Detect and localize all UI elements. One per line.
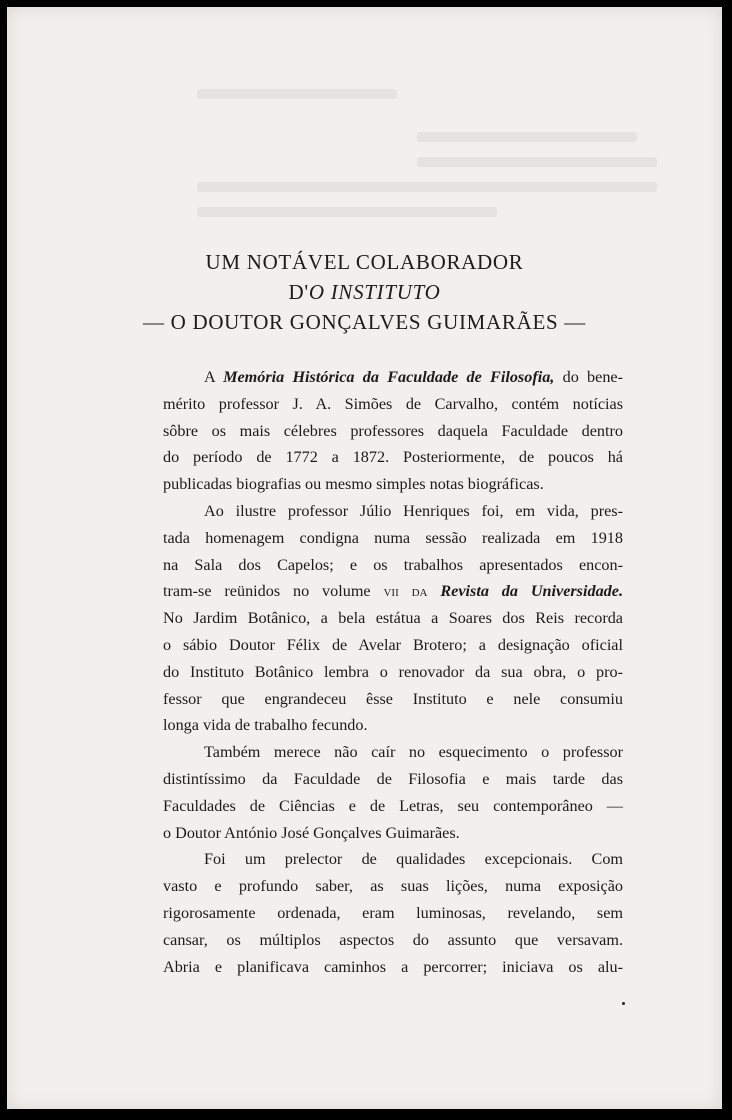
- heading-line-3: — O DOUTOR GONÇALVES GUIMARÃES —: [142, 310, 586, 334]
- paragraph-2-line-5: No Jardim Botânico, a bela estátua a Soares dos Reis recorda: [163, 609, 623, 628]
- paragraph-4-line-5: Abria e planificava caminhos a percorrer; iniciava os alu-: [163, 957, 623, 976]
- paragraph-4-line-1: Foi um prelector de qualidades excepcionais. Com: [204, 850, 623, 869]
- heading-line-2-prefix: D': [288, 280, 309, 304]
- article-heading: [7, 247, 722, 337]
- heading-line-2: [7, 277, 722, 307]
- paragraph-1-line-3: sôbre os mais célebres professores daquela Faculdade dentro: [163, 421, 623, 440]
- paragraph-2-line-2: tada homenagem condigna numa sessão realizada em 1918: [163, 528, 623, 547]
- paragraph-4-line-4: cansar, os múltiplos aspectos do assunto que versavam.: [163, 930, 623, 949]
- heading-line-1: UM NOTÁVEL COLABORADOR: [205, 250, 524, 274]
- paragraph-2-line-3: na Sala dos Capelos; e os trabalhos apresentados encon-: [163, 555, 623, 574]
- paragraph-2-line-7: do Instituto Botânico lembra o renovador da sua obra, o pro-: [163, 662, 623, 681]
- paragraph-1-line-2: mérito professor J. A. Simões de Carvalho, contém notícias: [163, 394, 623, 413]
- article-body: [163, 364, 623, 980]
- page: [7, 7, 722, 1109]
- paragraph-2-line-4: tram-se reünidos no volume vii da Revista da Universidade.: [163, 582, 623, 601]
- paragraph-1-line-5: publicadas biografias ou mesmo simples notas biográficas.: [163, 475, 544, 494]
- paragraph-4-line-2: vasto e profundo saber, as suas lições, numa exposição: [163, 877, 623, 896]
- paragraph-2-line-8: fessor que engrandeceu êsse Instituto e nele consumiu: [163, 689, 623, 708]
- paragraph-2-line-6: o sábio Doutor Félix de Avelar Brotero; a designação oficial: [163, 635, 623, 654]
- ink-speck: [622, 1002, 625, 1005]
- paragraph-4-line-3: rigorosamente ordenada, eram luminosas, revelando, sem: [163, 903, 623, 922]
- paragraph-3-line-4: o Doutor António José Gonçalves Guimarães.: [163, 823, 460, 842]
- paragraph-2-line-1: Ao ilustre professor Júlio Henriques foi, em vida, pres-: [204, 501, 623, 520]
- paragraph-1-line-4: do período de 1772 a 1872. Posteriormente, de poucos há: [163, 448, 623, 467]
- paragraph-3-line-3: Faculdades de Ciências e de Letras, seu contemporâneo —: [163, 796, 623, 815]
- paragraph-2-line-9: longa vida de trabalho fecundo.: [163, 716, 368, 735]
- paragraph-1-line-1: A Memória Histórica da Faculdade de Filosofia, do bene-: [204, 368, 624, 386]
- heading-line-2-title: O INSTITUTO: [308, 280, 441, 304]
- paragraph-3-line-1: Também merece não caír no esquecimento o professor: [204, 743, 623, 762]
- paragraph-3-line-2: distintíssimo da Faculdade de Filosofia e mais tarde das: [163, 769, 623, 788]
